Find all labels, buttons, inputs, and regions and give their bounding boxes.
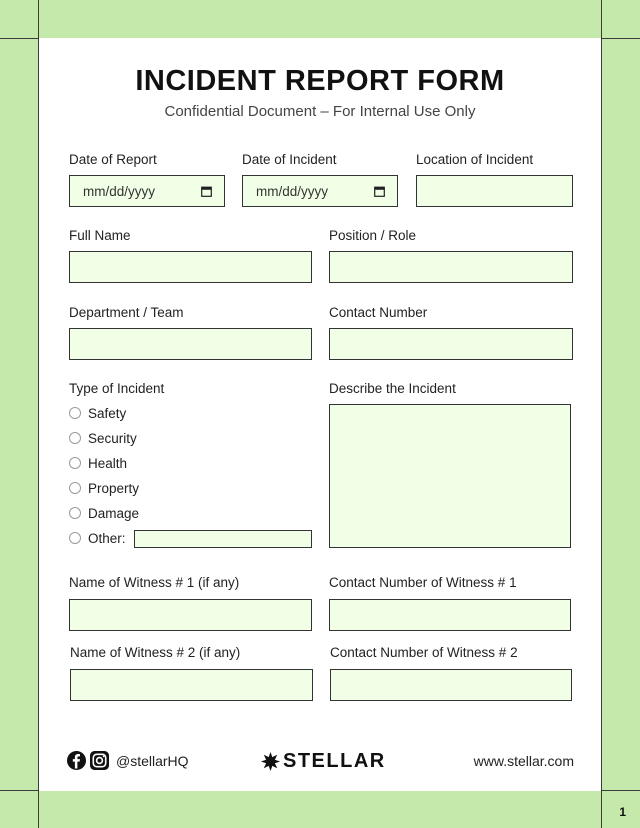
radio-option-safety[interactable] (69, 405, 126, 421)
contact-number-input[interactable] (329, 328, 573, 360)
department-team-input[interactable] (69, 328, 312, 360)
form-subtitle: Confidential Document – For Internal Use Only (164, 103, 476, 120)
radio-button[interactable] (69, 457, 81, 469)
radio-button[interactable] (69, 432, 81, 444)
brand-logo (261, 750, 386, 773)
radio-option-damage[interactable] (69, 505, 139, 521)
radio-label: Damage (88, 505, 140, 521)
website-link[interactable]: www.stellar.com (473, 753, 574, 769)
position-role-label: Position / Role (329, 228, 417, 243)
radio-button[interactable] (69, 507, 81, 519)
radio-option-health[interactable] (69, 455, 127, 471)
radio-button[interactable] (69, 532, 81, 544)
form-page (38, 38, 602, 791)
calendar-icon[interactable] (201, 186, 212, 197)
date-of-incident-input[interactable] (242, 175, 398, 207)
date-of-report-placeholder: mm/dd/yyyy (83, 183, 156, 199)
position-role-input[interactable] (329, 251, 573, 283)
radio-option-other[interactable] (69, 530, 126, 546)
radio-label: Property (88, 480, 140, 496)
witness2-name-label: Name of Witness # 2 (if any) (70, 645, 241, 660)
radio-button[interactable] (69, 482, 81, 494)
brand-name: STELLAR (283, 750, 386, 772)
radio-button[interactable] (69, 407, 81, 419)
calendar-icon[interactable] (374, 186, 385, 197)
social-handle: @stellarHQ (116, 752, 189, 769)
full-name-input[interactable] (69, 251, 312, 283)
witness1-contact-input[interactable] (329, 599, 571, 631)
facebook-icon[interactable] (67, 751, 86, 770)
other-incident-input[interactable] (134, 530, 312, 548)
witness1-name-label: Name of Witness # 1 (if any) (69, 575, 240, 590)
date-of-incident-label: Date of Incident (242, 152, 337, 167)
radio-label: Safety (88, 405, 127, 421)
type-of-incident-label: Type of Incident (69, 381, 165, 396)
social-links (67, 751, 189, 770)
witness1-contact-label: Contact Number of Witness # 1 (329, 575, 517, 590)
date-of-incident-placeholder: mm/dd/yyyy (256, 183, 329, 199)
witness2-contact-label: Contact Number of Witness # 2 (330, 645, 518, 660)
starburst-icon (261, 752, 280, 771)
witness2-name-input[interactable] (70, 669, 313, 701)
radio-option-security[interactable] (69, 430, 137, 446)
full-name-label: Full Name (69, 228, 131, 243)
radio-label: Health (88, 455, 128, 471)
location-of-incident-label: Location of Incident (416, 152, 534, 167)
contact-number-label: Contact Number (329, 305, 428, 320)
location-of-incident-input[interactable] (416, 175, 573, 207)
form-title: INCIDENT REPORT FORM (135, 65, 505, 97)
radio-option-property[interactable] (69, 480, 139, 496)
date-of-report-label: Date of Report (69, 152, 157, 167)
witness1-name-input[interactable] (69, 599, 312, 631)
radio-label: Other: (88, 530, 126, 546)
radio-label: Security (88, 430, 137, 446)
describe-incident-label: Describe the Incident (329, 381, 456, 396)
date-of-report-input[interactable] (69, 175, 225, 207)
instagram-icon[interactable] (90, 751, 109, 770)
department-team-label: Department / Team (69, 305, 184, 320)
witness2-contact-input[interactable] (330, 669, 572, 701)
describe-incident-textarea[interactable] (329, 404, 571, 548)
page-number: 1 (619, 805, 626, 819)
